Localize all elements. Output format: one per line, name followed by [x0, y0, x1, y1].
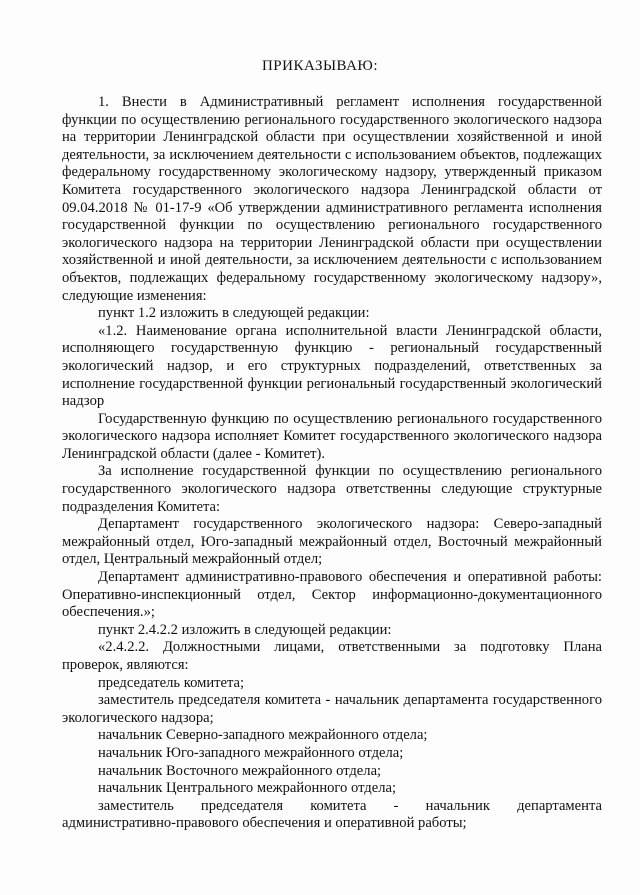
- paragraph-3: «1.2. Наименование органа исполнительной власти Ленинградской области, исполняющего государственную функцию - региональный государственный экологический надзор, и его структурных подразделений, ответственных за исполнение государственной функции региональный государственный экологический надзор: [62, 322, 602, 410]
- paragraph-9: «2.4.2.2. Должностными лицами, ответственными за подготовку Плана проверок, являются:: [62, 639, 602, 673]
- paragraph-5: За исполнение государственной функции по осуществлению регионального государственного экологического надзора ответственны следующие структурные подразделения Комитета:: [62, 463, 602, 515]
- paragraph-13: начальник Юго-западного межрайонного отдела;: [98, 744, 404, 761]
- paragraph-11: заместитель председателя комитета - начальник департамента государственного экологического надзора;: [62, 692, 602, 726]
- paragraph-7: Департамент административно-правового обеспечения и оперативной работы: Оперативно-инспекционный отдел, Сектор информационно-документационного обеспечения.»;: [62, 569, 602, 621]
- paragraph-4: Государственную функцию по осуществлению регионального государственного экологического надзора исполняет Комитет государственного экологического надзора Ленинградской области (далее - Комитет).: [62, 410, 602, 462]
- paragraph-16: заместитель председателя комитета - начальник департамента административно-правового обеспечения и оперативной работы;: [62, 797, 602, 832]
- paragraph-10: председатель комитета;: [98, 674, 245, 691]
- paragraph-8: пункт 2.4.2.2 изложить в следующей редакции:: [98, 621, 392, 638]
- paragraph-1: 1. Внести в Административный регламент исполнения государственной функции по осуществлению регионального государственного экологического надзора на территории Ленинградской области при осуществлении хозяйственной и иной деятельности, за исключением деятельности с использованием объектов, подлежащих федеральному государственному экологическому надзору, утвержденный приказом Комитета государственного экологического надзора Ленинградской области от 09.04.2018 № 01-17-9 «Об утверждении административного регламента исполнения государственной функции по осуществлению регионального государственного экологического надзора на территории Ленинградской области при осуществлении хозяйственной и иной деятельности, за исключением деятельности с использованием объектов, подлежащих федеральному государственному экологическому надзору», следующие изменения:: [62, 94, 602, 304]
- document-body: [62, 94, 602, 833]
- paragraph-14: начальник Восточного межрайонного отдела;: [98, 762, 382, 779]
- paragraph-15: начальник Центрального межрайонного отдела;: [98, 780, 397, 797]
- paragraph-6: Департамент государственного экологического надзора: Северо-западный межрайонный отдел, Юго-западный межрайонный отдел, Восточный межрайонный отдел, Центральный межрайонный отдел;: [62, 516, 602, 568]
- paragraph-2: пункт 1.2 изложить в следующей редакции:: [98, 305, 370, 322]
- paragraph-12: начальник Северно-западного межрайонного отдела;: [98, 727, 428, 744]
- document-title: ПРИКАЗЫВАЮ:: [261, 58, 379, 74]
